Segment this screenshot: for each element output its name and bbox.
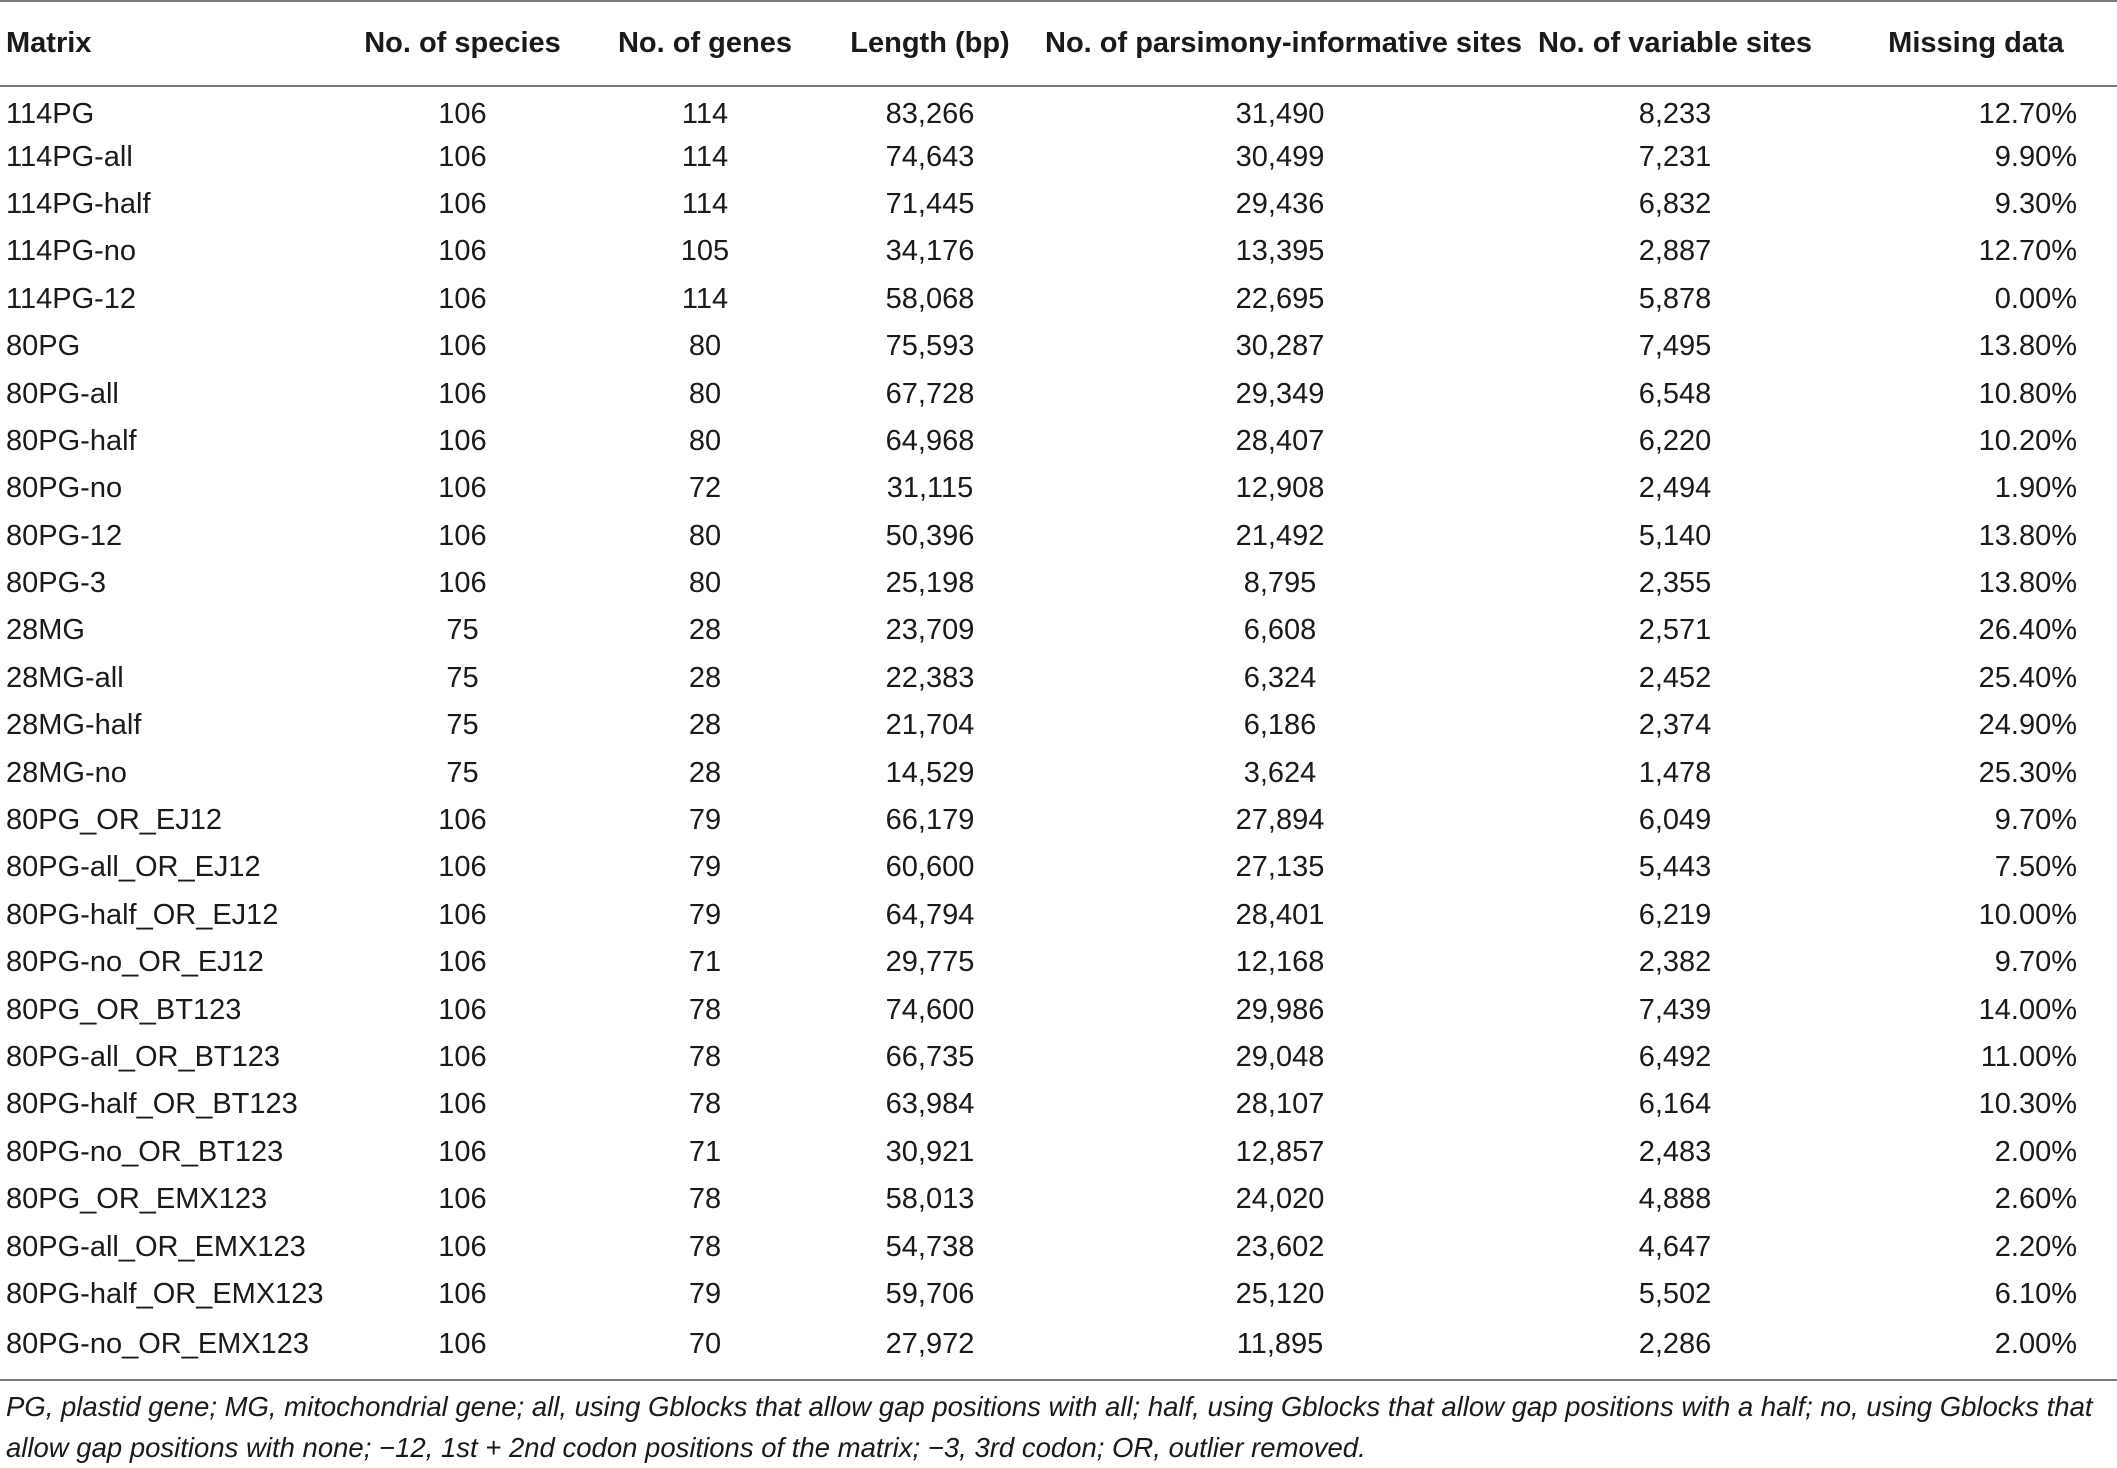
cell-length: 23,709: [885, 614, 975, 647]
cell-genes: 80: [688, 377, 722, 410]
cell-genes: 78: [688, 1230, 722, 1263]
cell-length: 25,198: [885, 567, 975, 600]
table-row: [0, 1081, 2117, 1128]
cell-matrix: 114PG: [6, 97, 95, 130]
cell-parsimony-informative-sites: 29,986: [1235, 993, 1325, 1026]
cell-genes: 78: [688, 1088, 722, 1121]
cell-matrix: 80PG-3: [6, 567, 106, 600]
cell-parsimony-informative-sites: 29,048: [1235, 1041, 1325, 1073]
cell-missing-data: 26.40%: [1978, 614, 2077, 647]
table-row: [0, 1034, 2117, 1081]
cell-length: 54,738: [885, 1230, 975, 1263]
cell-length: 63,984: [885, 1088, 975, 1121]
header-missing-data: Missing data: [1835, 1, 2117, 86]
cell-parsimony-informative-sites: 27,894: [1235, 804, 1325, 837]
cell-species: 106: [438, 946, 487, 979]
table-row: [0, 276, 2117, 323]
cell-species: 106: [438, 97, 487, 130]
cell-variable-sites: 6,548: [1638, 377, 1712, 410]
header-length: Length (bp): [815, 1, 1045, 86]
cell-length: 74,643: [885, 140, 975, 173]
table-row: [0, 702, 2117, 749]
cell-matrix: 114PG-12: [6, 282, 137, 315]
table-row: [0, 892, 2117, 939]
cell-parsimony-informative-sites: 31,490: [1235, 97, 1325, 130]
cell-parsimony-informative-sites: 8,795: [1243, 567, 1317, 600]
cell-length: 66,179: [885, 804, 975, 837]
cell-missing-data: 24.90%: [1978, 709, 2077, 742]
cell-parsimony-informative-sites: 22,695: [1235, 282, 1325, 315]
cell-length: 21,704: [885, 709, 975, 742]
table-row: [0, 1318, 2117, 1380]
cell-variable-sites: 1,478: [1638, 756, 1712, 789]
cell-variable-sites: 8,233: [1638, 97, 1712, 130]
cell-length: 29,775: [885, 946, 975, 979]
table-row: [0, 797, 2117, 844]
cell-length: 58,013: [885, 1183, 975, 1216]
cell-missing-data: 25.30%: [1978, 756, 2077, 789]
cell-variable-sites: 2,286: [1515, 1318, 1835, 1380]
header-row: [0, 1, 2117, 86]
cell-species: 106: [438, 804, 487, 837]
cell-parsimony-informative-sites: 30,287: [1235, 330, 1325, 363]
cell-length: 58,068: [885, 282, 975, 315]
cell-length: 64,968: [885, 424, 975, 457]
cell-species: 106: [438, 187, 487, 220]
cell-matrix: 80PG_OR_EJ12: [6, 804, 223, 837]
cell-species: 106: [438, 898, 487, 931]
cell-parsimony-informative-sites: 6,608: [1243, 614, 1317, 647]
cell-genes: 114: [681, 97, 729, 130]
cell-parsimony-informative-sites: 28,107: [1235, 1088, 1325, 1121]
cell-variable-sites: 5,443: [1638, 851, 1712, 884]
cell-variable-sites: 6,049: [1638, 804, 1712, 837]
cell-length: 64,794: [885, 898, 975, 931]
cell-parsimony-informative-sites: 6,324: [1243, 661, 1317, 694]
table-row: [0, 370, 2117, 417]
cell-genes: 79: [688, 804, 722, 837]
cell-missing-data: 6.10%: [1994, 1277, 2077, 1310]
cell-length: 34,176: [885, 235, 975, 268]
cell-species: 106: [438, 993, 487, 1026]
cell-matrix: 28MG-all: [6, 661, 124, 694]
cell-variable-sites: 4,888: [1638, 1183, 1712, 1216]
table-row: [0, 986, 2117, 1033]
cell-matrix: 114PG-half: [6, 187, 151, 220]
cell-length: 30,921: [885, 1135, 975, 1168]
cell-species: 106: [438, 1277, 487, 1310]
cell-variable-sites: 2,374: [1638, 709, 1712, 742]
cell-genes: 78: [688, 993, 722, 1026]
table-row: [0, 560, 2117, 607]
cell-parsimony-informative-sites: 25,120: [1235, 1277, 1325, 1310]
table-row: [0, 1176, 2117, 1223]
cell-variable-sites: 7,495: [1638, 330, 1712, 363]
cell-length: 14,529: [885, 756, 975, 789]
cell-genes: 80: [688, 424, 722, 457]
cell-variable-sites: 4,647: [1638, 1230, 1712, 1263]
cell-missing-data: 9.30%: [1994, 187, 2077, 220]
cell-genes: 28: [688, 614, 722, 647]
table-header: [0, 1, 2117, 86]
cell-missing-data: 13.80%: [1978, 519, 2077, 552]
cell-parsimony-informative-sites: 12,168: [1235, 946, 1325, 979]
cell-missing-data: 13.80%: [1978, 330, 2077, 363]
cell-parsimony-informative-sites: 28,401: [1235, 898, 1325, 931]
cell-variable-sites: 2,483: [1638, 1135, 1712, 1168]
cell-length: 22,383: [885, 661, 975, 694]
cell-matrix: 114PG-all: [6, 140, 133, 173]
cell-variable-sites: 2,494: [1638, 472, 1712, 505]
cell-matrix: 114PG-no: [6, 235, 137, 268]
table-row: [0, 86, 2117, 133]
cell-matrix: 80PG-12: [6, 519, 123, 552]
cell-missing-data: 13.80%: [1978, 567, 2077, 600]
cell-length: 31,115: [886, 472, 974, 505]
table-row: [0, 1223, 2117, 1270]
cell-parsimony-informative-sites: 29,349: [1235, 377, 1325, 410]
cell-matrix: 80PG_OR_BT123: [6, 993, 242, 1026]
cell-genes: 28: [688, 756, 722, 789]
cell-matrix: 80PG-half_OR_EJ12: [6, 898, 279, 931]
header-species: No. of species: [330, 1, 595, 86]
cell-length: 27,972: [815, 1318, 1045, 1380]
cell-species: 106: [438, 424, 487, 457]
cell-variable-sites: 6,492: [1638, 1041, 1712, 1073]
cell-missing-data: 2.20%: [1994, 1230, 2077, 1263]
cell-variable-sites: 7,231: [1638, 140, 1712, 173]
cell-genes: 70: [595, 1318, 815, 1380]
cell-genes: 80: [688, 519, 722, 552]
cell-parsimony-informative-sites: 30,499: [1235, 140, 1325, 173]
table-row: [0, 228, 2117, 275]
cell-length: 66,735: [885, 1041, 975, 1073]
cell-matrix: 80PG-no_OR_EJ12: [6, 946, 264, 979]
table-row: [0, 1271, 2117, 1318]
cell-matrix: 28MG-no: [6, 756, 127, 789]
cell-variable-sites: 2,571: [1638, 614, 1712, 647]
cell-species: 106: [438, 140, 487, 173]
cell-missing-data: 10.20%: [1978, 424, 2077, 457]
cell-species: 106: [330, 1318, 595, 1380]
cell-variable-sites: 2,382: [1638, 946, 1712, 979]
cell-genes: 71: [688, 946, 722, 979]
cell-parsimony-informative-sites: 24,020: [1235, 1183, 1325, 1216]
cell-missing-data: 7.50%: [1994, 851, 2077, 884]
cell-genes: 79: [688, 851, 722, 884]
cell-matrix: 80PG-all: [6, 377, 119, 410]
cell-missing-data: 9.70%: [1994, 946, 2077, 979]
cell-genes: 78: [688, 1041, 722, 1073]
cell-missing-data: 9.90%: [1994, 140, 2077, 173]
cell-missing-data: 0.00%: [1994, 282, 2077, 315]
cell-length: 50,396: [885, 519, 975, 552]
cell-matrix: 80PG-all_OR_BT123: [6, 1041, 281, 1073]
cell-species: 106: [438, 519, 487, 552]
header-parsimony-informative-sites: No. of parsimony-informative sites: [1045, 1, 1515, 86]
table-row: [0, 181, 2117, 228]
cell-genes: 72: [688, 472, 722, 505]
table-row: [0, 323, 2117, 370]
header-matrix: Matrix: [0, 1, 330, 86]
cell-species: 106: [438, 235, 487, 268]
header-genes: No. of genes: [595, 1, 815, 86]
cell-missing-data: 10.30%: [1978, 1088, 2077, 1121]
table-row: [0, 607, 2117, 654]
cell-missing-data: 10.80%: [1978, 377, 2077, 410]
cell-length: 71,445: [885, 187, 975, 220]
cell-missing-data: 11.00%: [1980, 1041, 2077, 1073]
cell-variable-sites: 2,887: [1638, 235, 1712, 268]
cell-genes: 114: [681, 140, 729, 173]
cell-length: 59,706: [885, 1277, 975, 1310]
cell-parsimony-informative-sites: 3,624: [1243, 756, 1317, 789]
cell-length: 60,600: [885, 851, 975, 884]
cell-matrix: 80PG: [6, 330, 81, 363]
cell-parsimony-informative-sites: 12,908: [1235, 472, 1325, 505]
cell-length: 74,600: [885, 993, 975, 1026]
cell-variable-sites: 6,219: [1638, 898, 1712, 931]
cell-species: 106: [438, 851, 487, 884]
cell-variable-sites: 5,502: [1638, 1277, 1712, 1310]
cell-matrix: 80PG-half_OR_BT123: [6, 1088, 298, 1121]
cell-missing-data: 2.00%: [1835, 1318, 2117, 1380]
cell-missing-data: 2.00%: [1994, 1135, 2077, 1168]
cell-genes: 79: [688, 1277, 722, 1310]
cell-parsimony-informative-sites: 21,492: [1235, 519, 1325, 552]
cell-matrix: 28MG-half: [6, 709, 142, 742]
cell-missing-data: 10.00%: [1978, 898, 2077, 931]
cell-missing-data: 2.60%: [1994, 1183, 2077, 1216]
cell-parsimony-informative-sites: 11,895: [1045, 1318, 1515, 1380]
cell-matrix: 80PG_OR_EMX123: [6, 1183, 268, 1216]
cell-missing-data: 12.70%: [1978, 235, 2077, 268]
cell-matrix: 80PG-half_OR_EMX123: [6, 1277, 324, 1310]
cell-species: 75: [446, 756, 479, 789]
table-row: [0, 749, 2117, 796]
table-row: [0, 418, 2117, 465]
header-variable-sites: No. of variable sites: [1515, 1, 1835, 86]
table-row: [0, 939, 2117, 986]
cell-variable-sites: 6,220: [1638, 424, 1712, 457]
cell-matrix: 80PG-no: [6, 472, 123, 505]
table-row: [0, 465, 2117, 512]
cell-species: 75: [446, 661, 479, 694]
cell-parsimony-informative-sites: 6,186: [1243, 709, 1317, 742]
cell-genes: 71: [688, 1135, 722, 1168]
cell-genes: 80: [688, 330, 722, 363]
cell-matrix: 80PG-no_OR_BT123: [6, 1135, 284, 1168]
cell-species: 106: [438, 1041, 487, 1073]
table-footnote: PG, plastid gene; MG, mitochondrial gene; all, using Gblocks that allow gap positions with all; half, using Gblocks that allow gap positions with a half; no, using Gblocks that allow gap positions with none; −12, 1st + 2nd codon positions of the matrix; −3, 3rd codon; OR, outlier removed.: [6, 1391, 2093, 1463]
cell-parsimony-informative-sites: 28,407: [1235, 424, 1325, 457]
cell-genes: 28: [688, 709, 722, 742]
cell-matrix: 80PG-half: [6, 424, 137, 457]
cell-matrix: 80PG-no_OR_EMX123: [0, 1318, 330, 1380]
cell-variable-sites: 2,355: [1638, 567, 1712, 600]
cell-missing-data: 25.40%: [1978, 661, 2077, 694]
cell-missing-data: 14.00%: [1978, 993, 2077, 1026]
cell-matrix: 28MG: [6, 614, 85, 647]
cell-variable-sites: 6,164: [1638, 1088, 1712, 1121]
cell-matrix: 80PG-all_OR_EJ12: [6, 851, 261, 884]
cell-genes: 79: [688, 898, 722, 931]
cell-missing-data: 9.70%: [1994, 804, 2077, 837]
cell-variable-sites: 6,832: [1638, 187, 1712, 220]
cell-variable-sites: 7,439: [1638, 993, 1712, 1026]
cell-species: 106: [438, 567, 487, 600]
cell-genes: 105: [680, 235, 730, 268]
cell-species: 106: [438, 1230, 487, 1263]
cell-species: 106: [438, 330, 487, 363]
cell-variable-sites: 5,878: [1638, 282, 1712, 315]
cell-parsimony-informative-sites: 29,436: [1235, 187, 1325, 220]
cell-genes: 80: [688, 567, 722, 600]
cell-species: 75: [446, 614, 479, 647]
cell-length: 83,266: [885, 97, 975, 130]
cell-parsimony-informative-sites: 13,395: [1235, 235, 1325, 268]
cell-length: 67,728: [885, 377, 975, 410]
table-row: [0, 655, 2117, 702]
table-row: [0, 513, 2117, 560]
cell-parsimony-informative-sites: 27,135: [1235, 851, 1325, 884]
cell-length: 75,593: [885, 330, 975, 363]
table-body: [0, 86, 2117, 1380]
cell-missing-data: 12.70%: [1978, 97, 2077, 130]
cell-genes: 78: [688, 1183, 722, 1216]
cell-genes: 114: [681, 282, 729, 315]
cell-species: 106: [438, 1183, 487, 1216]
cell-genes: 114: [681, 187, 729, 220]
cell-variable-sites: 2,452: [1638, 661, 1712, 694]
cell-species: 75: [446, 709, 479, 742]
cell-variable-sites: 5,140: [1638, 519, 1712, 552]
cell-species: 106: [438, 1135, 487, 1168]
cell-missing-data: 1.90%: [1994, 472, 2077, 505]
cell-species: 106: [438, 282, 487, 315]
cell-genes: 28: [688, 661, 722, 694]
cell-parsimony-informative-sites: 12,857: [1235, 1135, 1325, 1168]
cell-species: 106: [438, 472, 487, 505]
table-row: [0, 844, 2117, 891]
table-row: [0, 133, 2117, 180]
cell-species: 106: [438, 1088, 487, 1121]
cell-matrix: 80PG-all_OR_EMX123: [6, 1230, 306, 1263]
table-row: [0, 1129, 2117, 1176]
cell-parsimony-informative-sites: 23,602: [1235, 1230, 1325, 1263]
cell-species: 106: [438, 377, 487, 410]
